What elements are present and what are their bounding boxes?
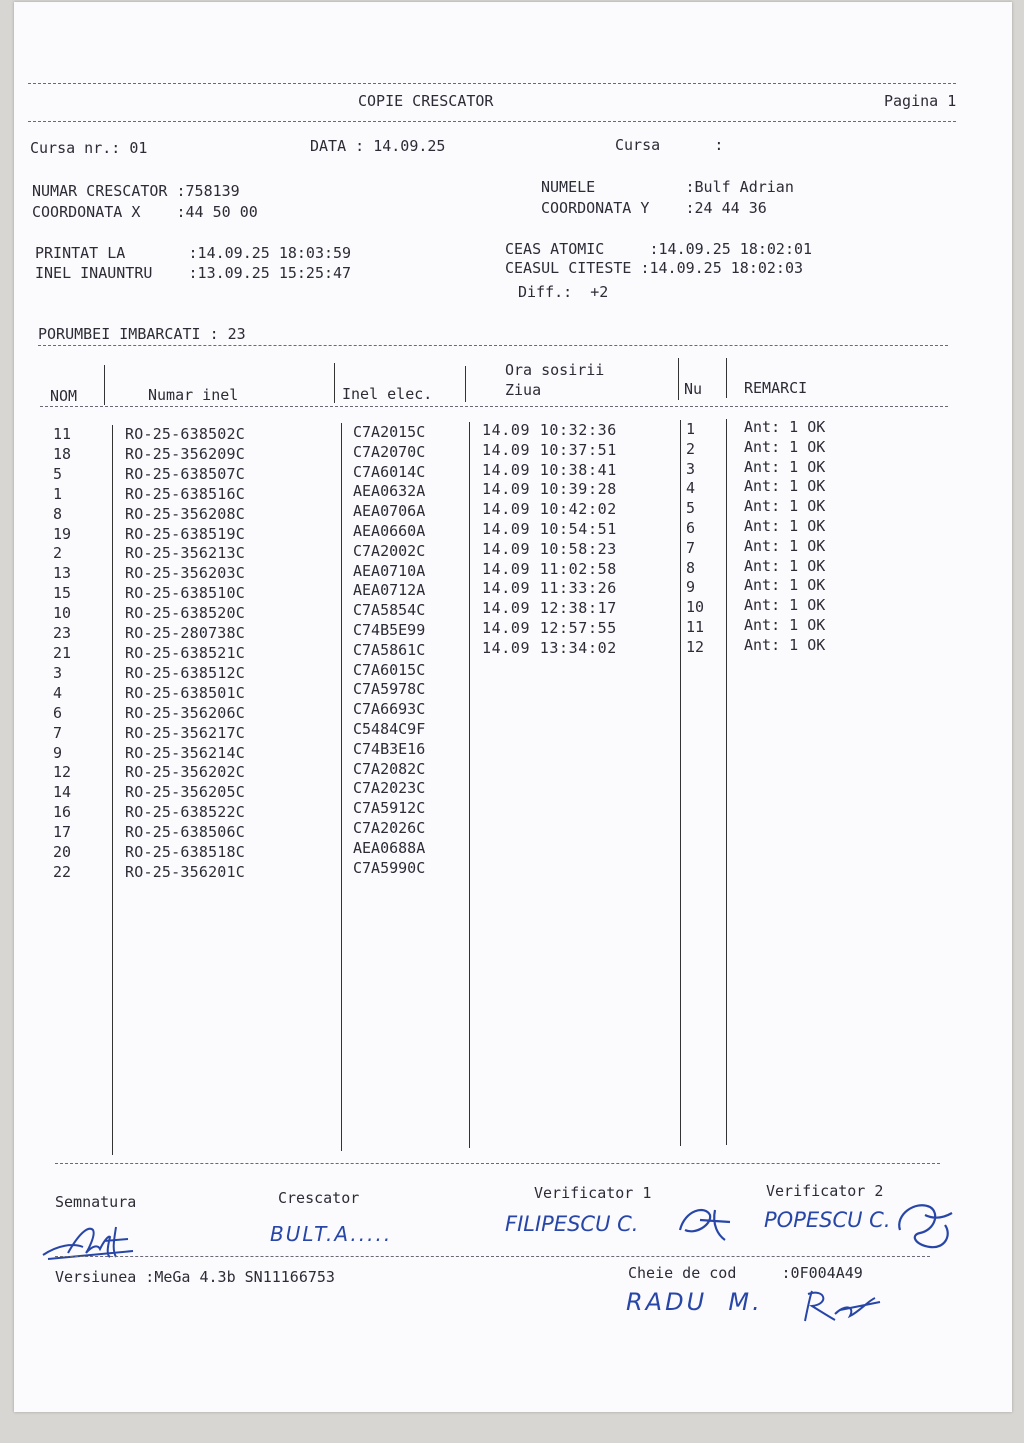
header-nu: Nu (684, 380, 703, 398)
column-divider (678, 358, 679, 400)
header-electronic-ring: Inel elec. (342, 385, 433, 403)
header-nom: NOM (50, 387, 78, 405)
signature-label: Semnatura (55, 1193, 137, 1211)
column-divider (112, 425, 113, 1155)
separator-table-header (40, 406, 948, 407)
breeder-number: NUMAR CRESCATOR :758139 (32, 182, 240, 200)
verifier1-handwritten-name: FILIPESCU C. (505, 1212, 639, 1236)
race-name: Cursa : (615, 136, 724, 154)
pigeons-embarked: PORUMBEI IMBARCATI : 23 (38, 325, 246, 343)
separator-bottom (55, 1256, 930, 1257)
verifier1-signature (670, 1200, 740, 1245)
column-nom-values: 11 18 5 1 8 19 2 13 15 10 23 21 3 4 6 7 9 12 14 16 17 20 22 (53, 425, 72, 881)
verifier2-signature (890, 1195, 960, 1255)
column-divider (465, 366, 466, 402)
column-divider (341, 423, 342, 1151)
breeder-label: Crescator (278, 1189, 360, 1207)
software-version: Versiunea :MeGa 4.3b SN11166753 (55, 1268, 335, 1286)
column-divider (680, 420, 681, 1146)
header-ring-number: Numar inel (148, 386, 239, 404)
breeder-handwritten-name: BULT.A..... (270, 1222, 393, 1246)
column-arrival-values: 14.09 10:32:36 14.09 10:37:51 14.09 10:38:41 14.09 10:39:28 14.09 10:42:02 14.09 10:54:51 14.09 10:58:23 14.09 11:02:58 14.09 11:33:26 14.09 12:38:17 14.09 12:57:55 14.09 13:34:02 (482, 421, 617, 657)
separator-footer (55, 1163, 940, 1164)
breeder-name: NUMELE :Bulf Adrian (541, 178, 794, 196)
column-elec-values: C7A2015C C7A2070C C7A6014C AEA0632A AEA0706A AEA0660A C7A2002C AEA0710A AEA0712A C7A5854C C74B5E99 C7A5861C C7A6015C C7A5978C C7A6693C C5484C9F C74B3E16 C7A2082C C7A2023C C7A5912C C7A2026C AEA0688A C7A5990C (353, 423, 426, 877)
verifier1-label: Verificator 1 (534, 1184, 652, 1202)
header-remarks: REMARCI (744, 379, 808, 397)
clock-diff: Diff.: +2 (518, 283, 609, 301)
verifier2-handwritten-name: POPESCU C. (764, 1208, 891, 1232)
column-ring-values: RO-25-638502C RO-25-356209C RO-25-638507C RO-25-638516C RO-25-356208C RO-25-638519C RO-25-356213C RO-25-356203C RO-25-638510C RO-25-638520C RO-25-280738C RO-25-638521C RO-25-638512C RO-25-638501C RO-25-356206C RO-25-356217C RO-25-356214C RO-25-356202C RO-25-356205C RO-25-638522C RO-25-638506C RO-25-638518C RO-25-356201C (125, 425, 245, 881)
race-date: DATA : 14.09.25 (310, 137, 446, 155)
column-divider (334, 363, 335, 403)
separator-table-top (38, 345, 948, 346)
page-number: Pagina 1 (884, 92, 957, 110)
breeder-signature (38, 1215, 148, 1265)
ring-inside: INEL INAUNTRU :13.09.25 15:25:47 (35, 264, 352, 282)
coordinate-x: COORDONATA X :44 50 00 (32, 203, 258, 221)
separator-top (28, 83, 956, 84)
extra-handwritten-name: RADU M. (626, 1288, 763, 1316)
coordinate-y: COORDONATA Y :24 44 36 (541, 199, 767, 217)
verifier2-label: Verificator 2 (766, 1182, 884, 1200)
column-nu-values: 1 2 3 4 5 6 7 8 9 10 11 12 (686, 420, 705, 656)
race-number: Cursa nr.: 01 (30, 139, 148, 157)
code-key: Cheie de cod :0F004A49 (628, 1264, 863, 1282)
separator-header (28, 121, 956, 122)
column-divider (726, 419, 727, 1145)
clock-reads: CEASUL CITESTE :14.09.25 18:02:03 (505, 259, 804, 277)
column-divider (726, 358, 727, 398)
column-remarks-values: Ant: 1 OK Ant: 1 OK Ant: 1 OK Ant: 1 OK Ant: 1 OK Ant: 1 OK Ant: 1 OK Ant: 1 OK Ant: 1 OK Ant: 1 OK Ant: 1 OK Ant: 1 OK (744, 418, 826, 654)
header-day: Ziua (505, 381, 542, 399)
document-title: COPIE CRESCATOR (358, 92, 494, 110)
atomic-clock: CEAS ATOMIC :14.09.25 18:02:01 (505, 240, 813, 258)
printed-at: PRINTAT LA :14.09.25 18:03:59 (35, 244, 352, 262)
extra-signature (800, 1286, 885, 1326)
header-arrival-time: Ora sosirii (505, 361, 605, 379)
column-divider (469, 422, 470, 1148)
column-divider (104, 365, 105, 405)
